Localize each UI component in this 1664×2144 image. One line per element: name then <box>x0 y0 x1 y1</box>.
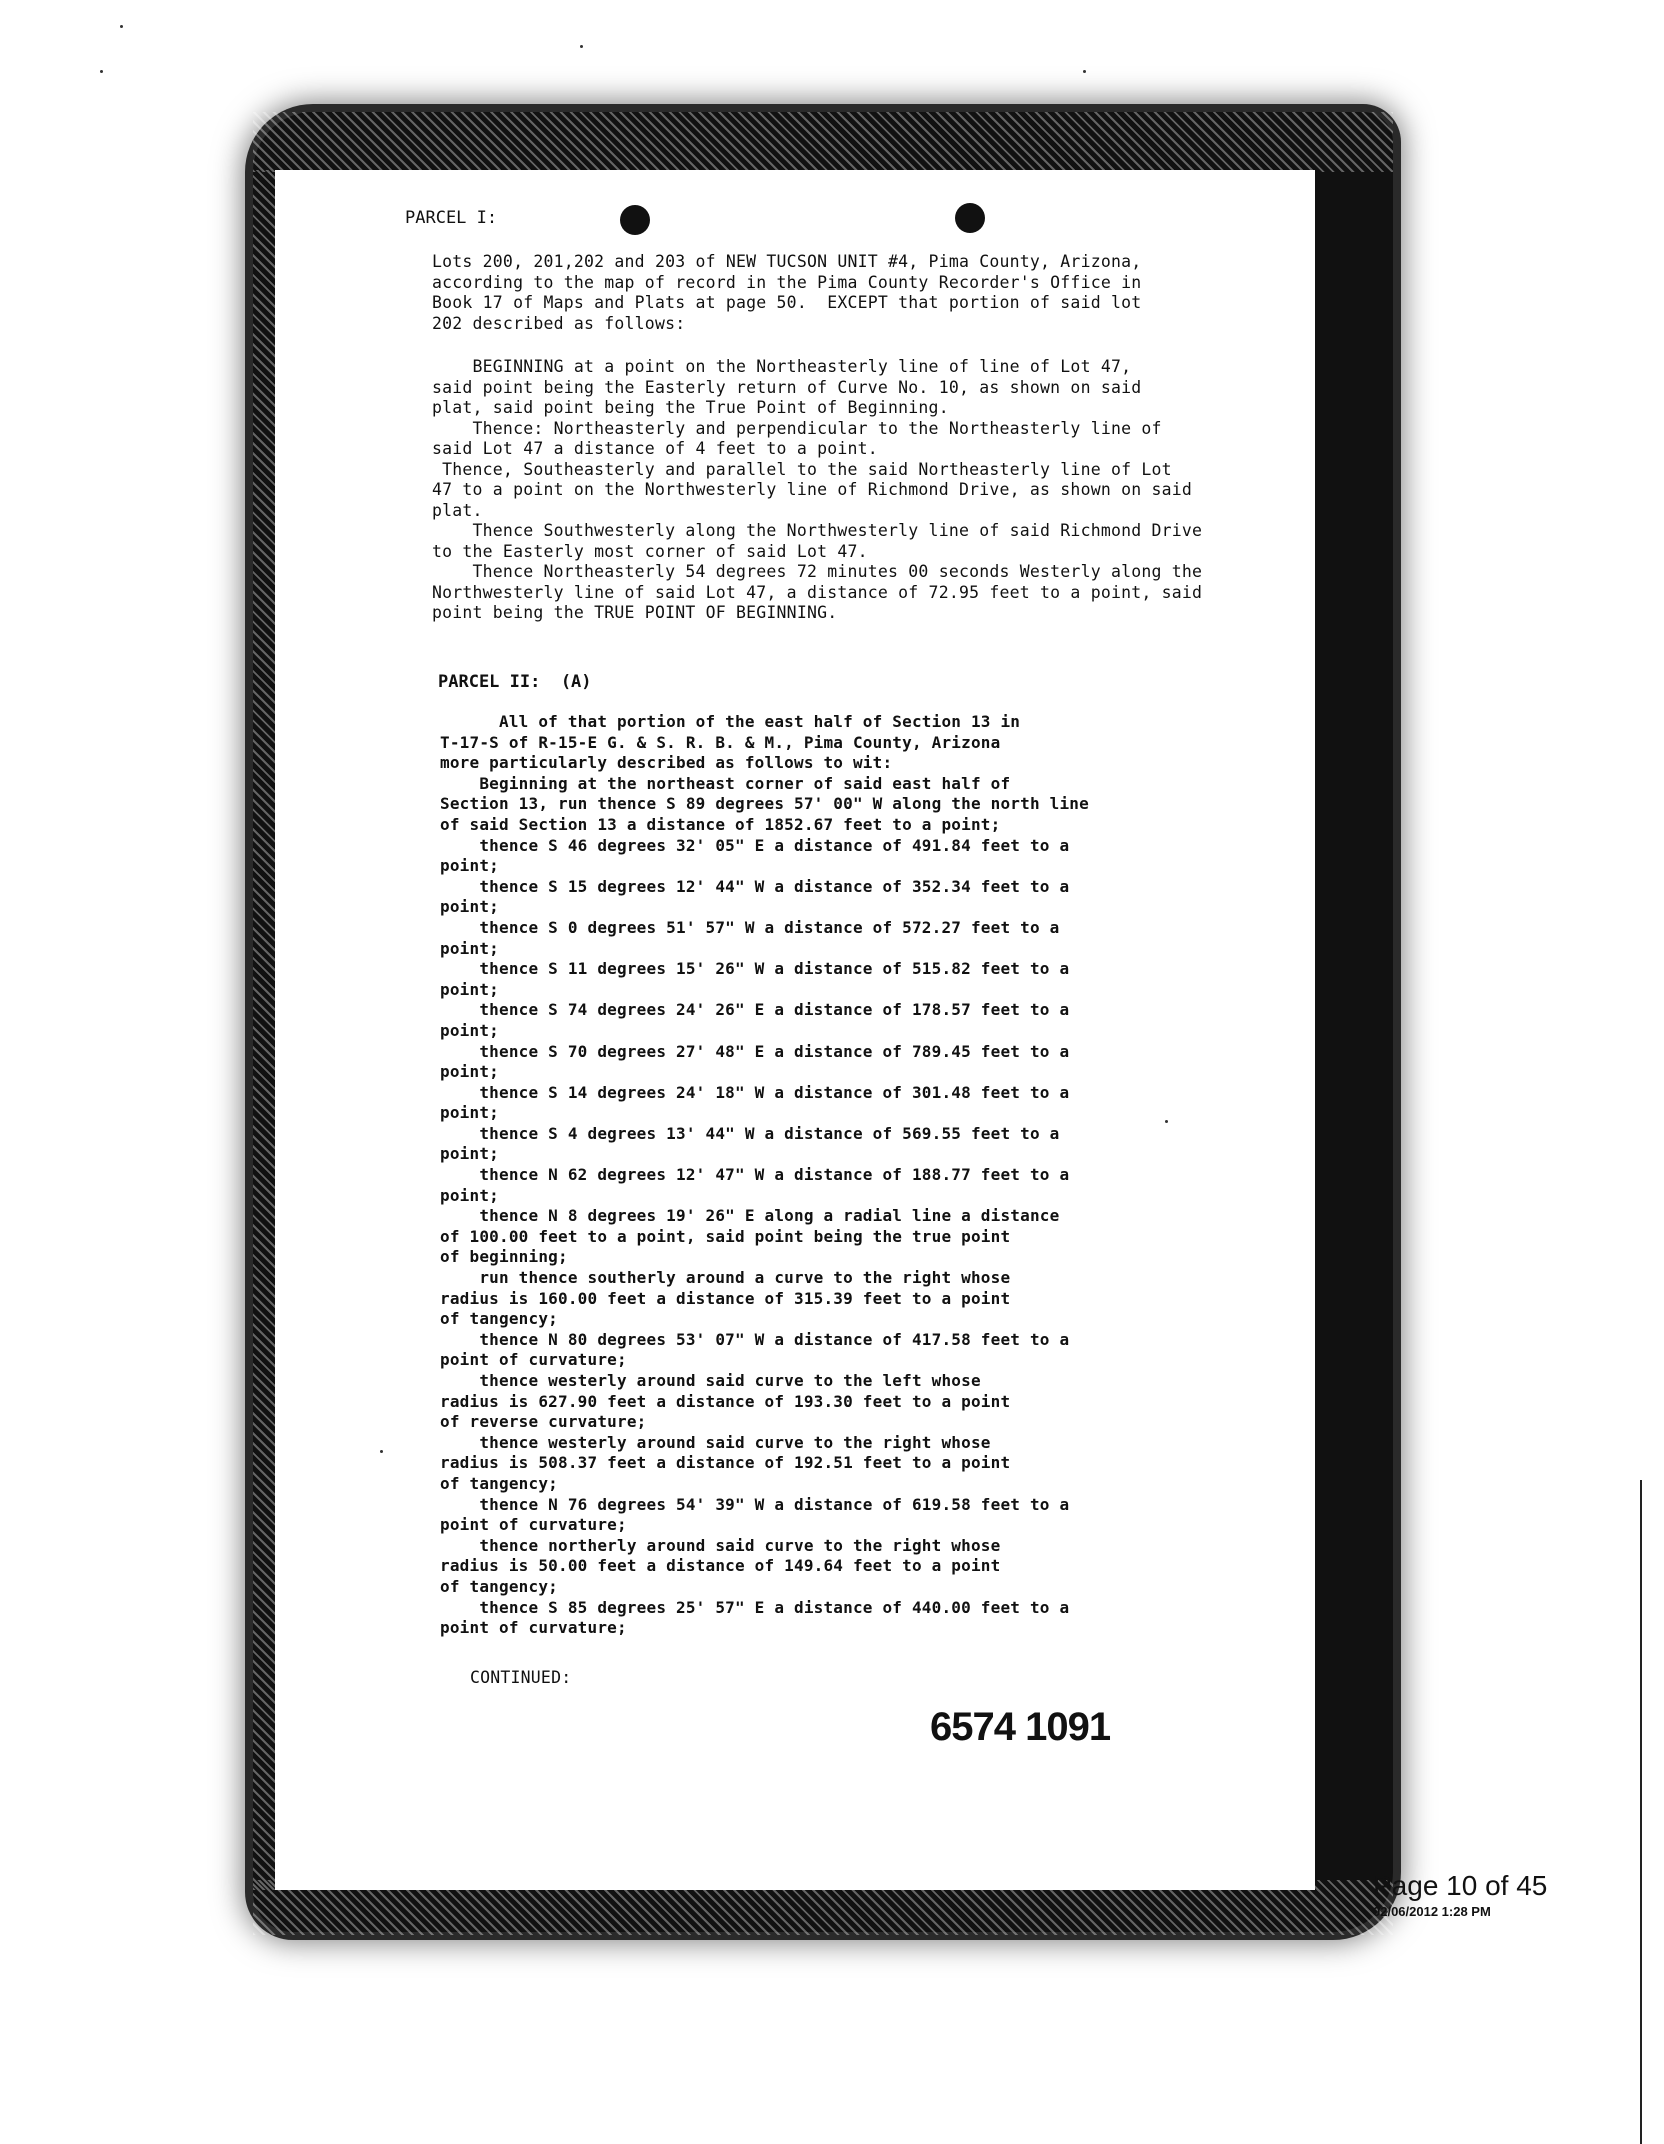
speck <box>1165 1120 1168 1123</box>
punch-hole-left <box>620 205 650 235</box>
record-number: 6574 1091 <box>930 1705 1111 1749</box>
parcel-1-description: Lots 200, 201,202 and 203 of NEW TUCSON UNIT #4, Pima County, Arizona, according to the map of record in the Pima County Recorder's Office in Book 17 of Maps and Plats at page 50. EXCEPT that portion of said lot 202 described as follows: <box>432 252 1142 333</box>
punch-hole-right <box>955 203 985 233</box>
speck <box>100 70 103 73</box>
scan-edge-line <box>1640 1480 1642 2144</box>
page-date: 02/06/2012 1:28 PM <box>1373 1904 1491 1919</box>
continued-label: CONTINUED: <box>470 1668 572 1687</box>
parcel-2-heading: PARCEL II: (A) <box>438 672 592 692</box>
parcel-1-heading: PARCEL I: <box>405 208 498 228</box>
parcel-2-description: All of that portion of the east half of Section 13 in T-17-S of R-15-E G. & S. R. B. & M., Pima County, Arizona more particularly described as follows to wit: Beginning at the northeast corner of said east half of Section 13, run thence S 89 degrees 57' 00" W along the north line of said Section 13 a distance of 1852.67 feet to a point; thence S 46 degrees 32' 05" E a distance of 491.84 feet to a point; thence S 15 degrees 12' 44" W a distance of 352.34 feet to a point; thence S 0 degrees 51' 57" W a distance of 572.27 feet to a point; thence S 11 degrees 15' 26" W a distance of 515.82 feet to a point; thence S 74 degrees 24' 26" E a distance of 178.57 feet to a point; thence S 70 degrees 27' 48" E a distance of 789.45 feet to a point; thence S 14 degrees 24' 18" W a distance of 301.48 feet to a point; thence S 4 degrees 13' 44" W a distance of 569.55 feet to a point; thence N 62 degrees 12' 47" W a distance of 188.77 feet to a point; thence N 8 degrees 19' 26" E along a radial line a distance of 100.00 feet to a point, said point being the true point of beginning; run thence southerly around a curve to the right whose radius is 160.00 feet a distance of 315.39 feet to a point of tangency; thence N 80 degrees 53' 07" W a distance of 417.58 feet to a point of curvature; thence westerly around said curve to the left whose radius is 627.90 feet a distance of 193.30 feet to a point of reverse curvature; thence westerly around said curve to the right whose radius is 508.37 feet a distance of 192.51 feet to a point of tangency; thence N 76 degrees 54' 39" W a distance of 619.58 feet to a point of curvature; thence northerly around said curve to the right whose radius is 50.00 feet a distance of 149.64 feet to a point of tangency; thence S 85 degrees 25' 57" E a distance of 440.00 feet to a point of curvature; <box>440 712 1089 1638</box>
speck <box>120 25 123 28</box>
parcel-1-exception: BEGINNING at a point on the Northeasterly line of line of Lot 47, said point being the Easterly return of Curve No. 10, as shown on said plat, said point being the True Point of Beginning. Thence: Northeasterly and perpendicular to the Northeasterly line of said Lot 47 a distance of 4 feet to a point. Thence, Southeasterly and parallel to the said Northeasterly line of Lot 47 to a point on the Northwesterly line of Richmond Drive, as shown on said plat. Thence Southwesterly along the Northwesterly line of said Richmond Drive to the Easterly most corner of said Lot 47. Thence Northeasterly 54 degrees 72 minutes 00 seconds Westerly along the Northwesterly line of said Lot 47, a distance of 72.95 feet to a point, said point being the TRUE POINT OF BEGINNING. <box>432 357 1203 622</box>
speck <box>1083 70 1086 73</box>
speck <box>580 45 583 48</box>
scan-noise-top <box>253 112 1393 172</box>
page-number: Page 10 of 45 <box>1373 1870 1548 1901</box>
speck <box>380 1450 383 1453</box>
